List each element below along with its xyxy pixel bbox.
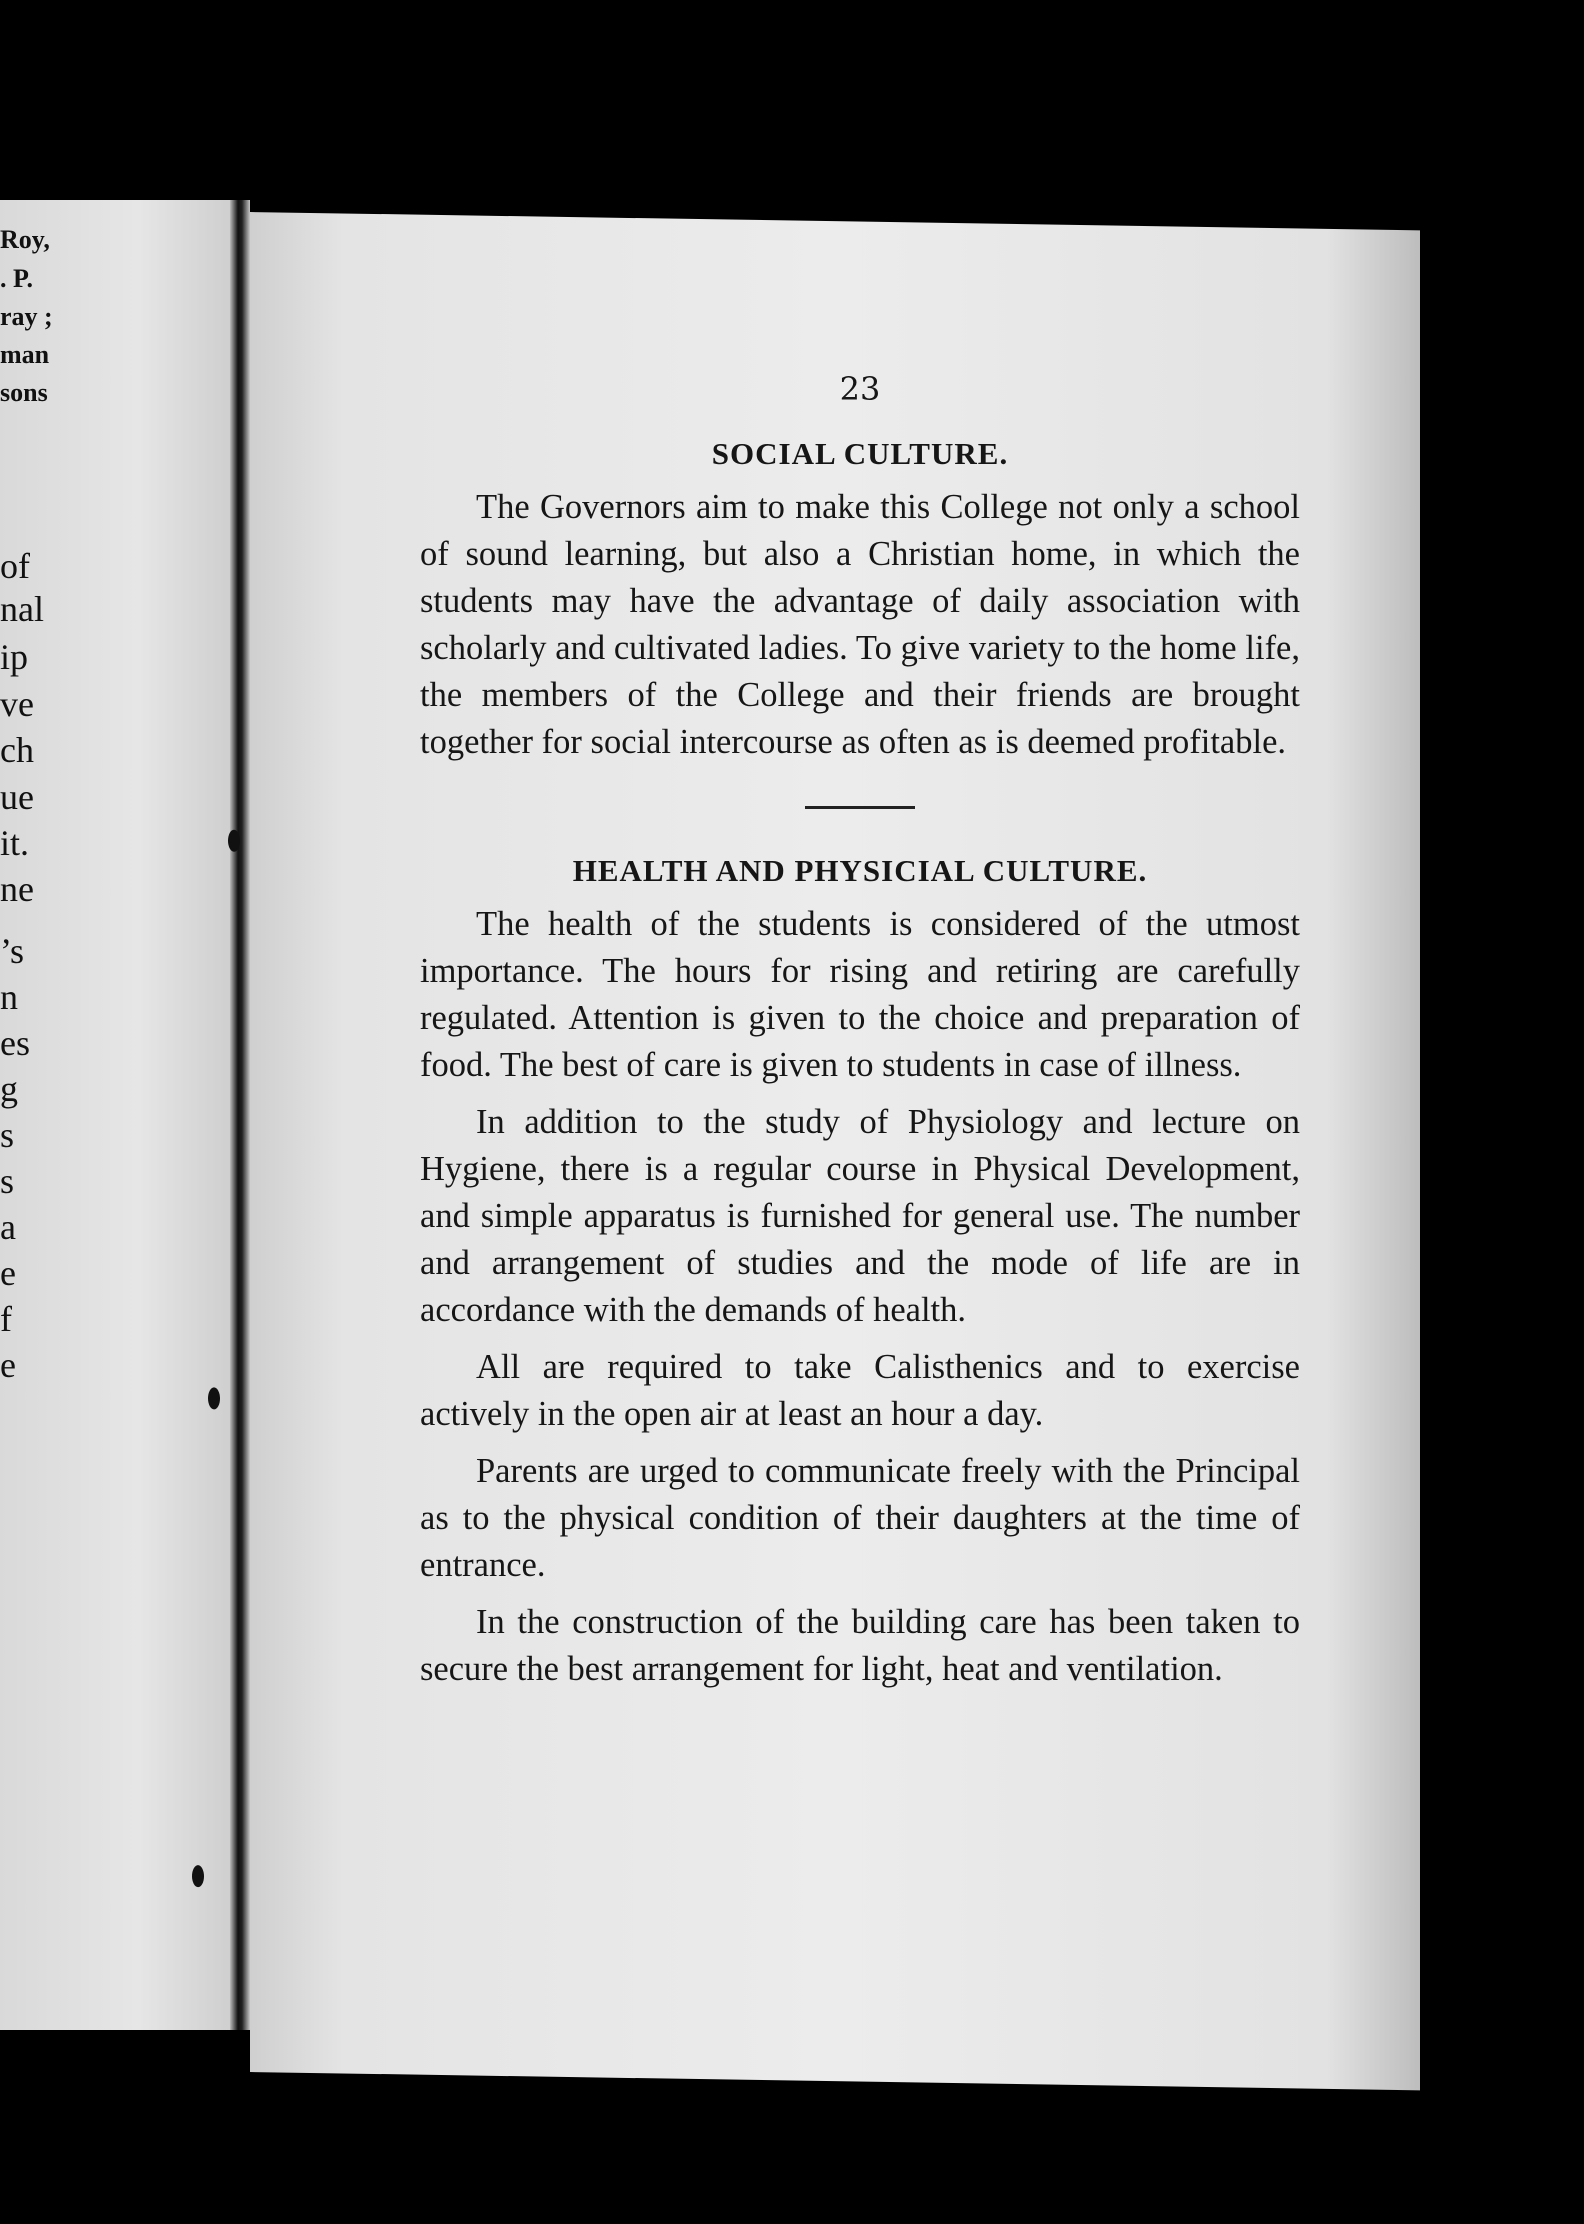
paragraph: All are required to take Calisthenics and to exercise actively in the open air at least an hour a day. (420, 1348, 1300, 1433)
section-divider (805, 806, 915, 809)
cut-off-text-fragment: ray ; (0, 302, 53, 331)
paragraph: Parents are urged to communicate freely with the Principal as to the physical condition of their daughters at the time of entrance. (420, 1452, 1300, 1584)
cut-off-text-fragment: s (0, 1115, 15, 1155)
section-social-culture (420, 436, 1300, 766)
page-text (420, 370, 1300, 1703)
book-binding-gutter (230, 200, 250, 2030)
paragraph: In the construction of the building care has been taken to secure the best arrangement for light, heat and ventilation. (420, 1603, 1300, 1688)
cut-off-text-fragment: n (0, 977, 18, 1017)
cut-off-text-fragment: ve (0, 684, 34, 724)
binding-stitch-mark (228, 830, 240, 852)
cut-off-text-fragment: man (0, 340, 50, 369)
cut-off-text-fragment: es (0, 1023, 30, 1063)
cut-off-text-fragment: Roy, (0, 225, 50, 254)
cut-off-text-fragment: sons (0, 378, 48, 407)
cut-off-text-fragment: it. (0, 823, 30, 863)
cut-off-text-fragment: e (0, 1345, 16, 1385)
binding-stitch-mark (192, 1865, 204, 1887)
cut-off-text-fragment: s (0, 1161, 15, 1201)
cut-off-text-fragment: a (0, 1207, 16, 1247)
cut-off-text-fragment: ip (0, 637, 29, 677)
page-number: 23 (839, 370, 881, 408)
cut-off-text-fragment: ne (0, 869, 34, 909)
cut-off-text-fragment: ’s (0, 931, 25, 971)
section-title: SOCIAL CULTURE. (711, 436, 1009, 471)
cut-off-text-fragment: ue (0, 777, 34, 817)
section-health-physical-culture (420, 853, 1300, 1693)
paragraph: The health of the students is considered of the utmost importance. The hours for rising and retiring are carefully regulated. Attention is given to the choice and preparation of food. The best of care is given to students in case of illness. (420, 905, 1300, 1084)
paragraph: In addition to the study of Physiology and lecture on Hygiene, there is a regular course in Physical Development, and simple apparatus is furnished for general use. The number and arrangement of studies and the mode of life are in accordance with the demands of health. (420, 1103, 1300, 1329)
cut-off-text-fragment: of (0, 546, 30, 586)
previous-page-fragment (0, 200, 230, 2030)
section-title: HEALTH AND PHYSICIAL CULTURE. (572, 853, 1148, 888)
cut-off-text-fragment: nal (0, 589, 44, 629)
cut-off-text-fragment: e (0, 1253, 16, 1293)
cut-off-text-fragment: g (0, 1069, 18, 1109)
cut-off-text-fragment: . P. (0, 264, 33, 293)
binding-stitch-mark (208, 1387, 220, 1409)
cut-off-text-fragment: f (0, 1299, 12, 1339)
cut-off-text-fragment: ch (0, 730, 34, 770)
paragraph: The Governors aim to make this College not only a school of sound learning, but also a Christian home, in which the students may have the advantage of daily association with scholarly and cultivated ladies. To give variety to the home life, the members of the College and their friends are brought together for social intercourse as often as is deemed profitable. (420, 488, 1300, 761)
